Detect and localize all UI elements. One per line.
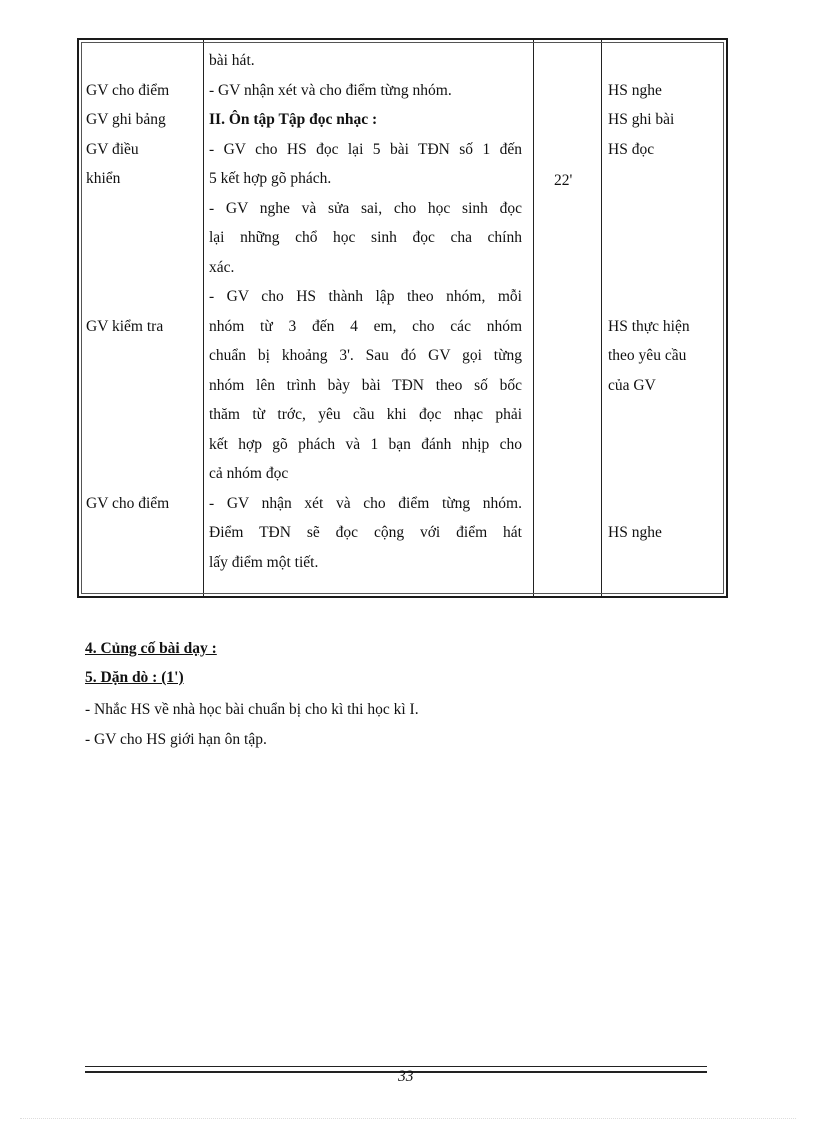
column-divider <box>601 40 602 596</box>
cell-line: GV cho điểm <box>86 494 170 512</box>
cell-line: chuẩn bị khoảng 3'. Sau đó GV gọi từng <box>209 347 522 364</box>
page-number: 33 <box>398 1068 414 1085</box>
cell-line: theo yêu cầu <box>608 347 687 364</box>
cell-line <box>86 253 169 283</box>
cell-line: GV cho điểm <box>86 81 170 99</box>
cell-line <box>86 194 169 224</box>
cell-line: lấy điểm một tiết. <box>209 553 319 571</box>
cell-line: GV ghi bảng <box>86 111 166 128</box>
cell-line: kết hợp gõ phách và 1 bạn đánh nhịp cho <box>209 435 522 453</box>
cell-line: GV kiểm tra <box>86 317 164 335</box>
cell-line: GV điều <box>86 140 139 158</box>
cell-line <box>608 194 690 224</box>
cell-line <box>608 282 690 312</box>
footer-rule <box>85 1066 707 1067</box>
cell-line: nhóm lên trình bày bài TĐN theo số bốc <box>209 376 522 394</box>
cell-line: - GV nghe và sửa sai, cho học sinh đọc <box>209 199 522 217</box>
cell-line <box>86 430 169 460</box>
cell-line <box>86 371 169 401</box>
cell-line: HS đọc <box>608 140 655 158</box>
cell-line <box>608 459 690 489</box>
cell-line: HS ghi bài <box>608 111 675 128</box>
cell-line: - GV nhận xét và cho điểm từng nhóm. <box>209 494 522 512</box>
cell-line: khiển <box>86 170 121 187</box>
section-4-heading: 4. Củng cố bài dạy : <box>85 640 217 657</box>
column-divider <box>203 40 204 596</box>
section-5-heading: 5. Dặn dò : (1') <box>85 669 184 686</box>
cell-line: xác. <box>209 258 235 276</box>
cell-line <box>86 46 169 76</box>
cell-line <box>86 459 169 489</box>
cell-line: - GV cho HS thành lập theo nhóm, mỗi <box>209 288 522 305</box>
cell-line: - GV nhận xét và cho điểm từng nhóm. <box>209 81 452 99</box>
cell-line <box>86 341 169 371</box>
footer-rule <box>85 1071 707 1073</box>
cell-line <box>608 400 690 430</box>
note-line: - GV cho HS giới hạn ôn tập. <box>85 731 267 748</box>
cell-line: II. Ôn tập Tập đọc nhạc : <box>209 111 378 128</box>
cell-line: thăm từ trớc, yêu cầu khi đọc nhạc phải <box>209 406 522 423</box>
cell-line: cả nhóm đọc <box>209 465 289 482</box>
cell-line: HS nghe <box>608 81 662 99</box>
cell-line <box>86 282 169 312</box>
cell-line <box>608 223 690 253</box>
teacher-activity-column <box>86 46 169 518</box>
cell-line: - GV cho HS đọc lại 5 bài TĐN số 1 đến <box>209 140 522 158</box>
column-divider <box>533 40 534 596</box>
content-column <box>209 46 522 577</box>
cell-line: bài hát. <box>209 52 255 69</box>
cell-line <box>608 489 690 519</box>
cell-line <box>86 223 169 253</box>
cell-line: lại những chổ học sinh đọc cha chính <box>209 229 522 246</box>
cell-line: của GV <box>608 376 656 394</box>
cell-line: nhóm từ 3 đến 4 em, cho các nhóm <box>209 317 522 335</box>
cell-line: HS nghe <box>608 524 662 541</box>
cell-line: 5 kết hợp gõ phách. <box>209 170 332 187</box>
cell-line <box>608 164 690 194</box>
cell-line <box>608 430 690 460</box>
note-line: - Nhắc HS về nhà học bài chuẩn bị cho kì thi học kì I. <box>85 701 419 718</box>
page-edge-dots <box>20 1118 796 1119</box>
cell-line: Điểm TĐN sẽ đọc cộng với điểm hát <box>209 524 522 541</box>
cell-line <box>608 253 690 283</box>
cell-line <box>608 46 690 76</box>
cell-line <box>86 400 169 430</box>
time-cell: 22' <box>554 172 573 189</box>
cell-line: HS thực hiện <box>608 317 690 335</box>
student-activity-column <box>608 46 690 548</box>
